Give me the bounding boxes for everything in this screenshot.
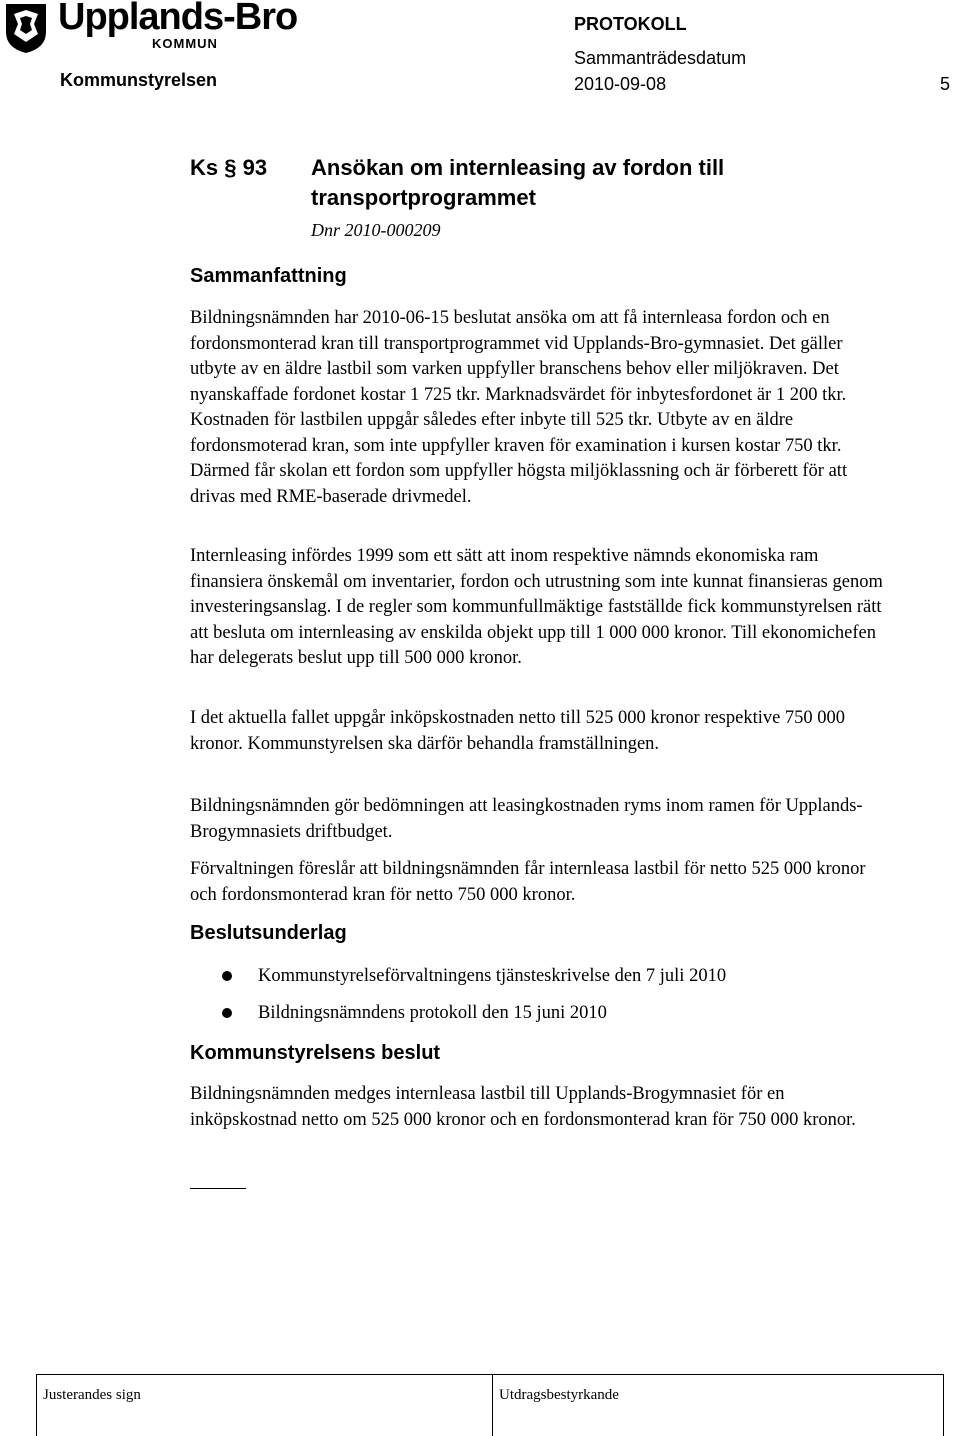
case-number: Ks § 93	[190, 155, 268, 180]
document-type: PROTOKOLL	[574, 14, 687, 34]
signature-box	[36, 1374, 944, 1436]
end-divider	[190, 1188, 246, 1189]
municipality-logo	[0, 0, 300, 58]
basis-heading: Beslutsunderlag	[190, 922, 347, 944]
summary-paragraph: Bildningsnämnden har 2010-06-15 beslutat ansöka om att få internleasa fordon och en fordonsmonterad kran till transportprogrammet vid Upplands-Bro-gymnasiet. Det gäller utbyte av en äldre lastbil som varken uppfyller branschens behov eller miljökraven. Det nyanskaffade fordonet kostar 1 725 tkr. Marknadsvärdet för inbytesfordonet är 1 200 tkr. Kostnaden för lastbilen uppgår således efter inbyte till 525 tkr. Utbyte av en äldre fordonsmoterad kran, som inte uppfyller kraven för examination i kursen kostar 750 tkr. Därmed får skolan ett fordon som uppfyller högsta miljöklassning och är förberett för att drivas med RME-baserade drivmedel.	[190, 308, 848, 507]
meeting-date: 2010-09-08	[574, 74, 667, 94]
meeting-date-label: Sammanträdesdatum	[574, 48, 747, 68]
list-item: Bildningsnämndens protokoll den 15 juni 2010	[220, 999, 726, 1036]
decision-paragraph: Bildningsnämnden medges internleasa lastbil till Upplands-Brogymnasiet för en inköpskostnad netto om 525 000 kronor och en fordonsmonterad kran för 750 000 kronor.	[190, 1084, 856, 1130]
list-item: Kommunstyrelseförvaltningens tjänsteskrivelse den 7 juli 2010	[220, 962, 726, 999]
certification-cell	[493, 1375, 945, 1436]
coat-of-arms-icon	[4, 2, 48, 54]
basis-list	[220, 962, 726, 1036]
logo-wordmark: Upplands-Bro	[58, 0, 298, 38]
summary-heading: Sammanfattning	[190, 265, 347, 287]
logo-subtitle: KOMMUN	[152, 36, 218, 51]
registration-number: Dnr 2010-000209	[311, 220, 441, 240]
certification-label: Utdragsbestyrkande	[499, 1387, 619, 1403]
decision-heading: Kommunstyrelsens beslut	[190, 1042, 441, 1064]
summary-paragraph: I det aktuella fallet uppgår inköpskostnaden netto till 525 000 kronor respektive 750 000 kronor. Kommunstyrelsen ska därför behandla framställningen.	[190, 708, 846, 754]
case-title: Ansökan om internleasing av fordon till transportprogrammet	[311, 155, 725, 210]
summary-paragraph: Internleasing infördes 1999 som ett sätt att inom respektive nämnds ekonomiska ram finansiera önskemål om inventarier, fordon och utrustning som inte kunnat finansieras genom investeringsanslag. I de regler som kommunfullmäktige fastställde fick kommunstyrelsen rätt att besluta om internleasing av enskilda objekt upp till 1 000 000 kronor. Till ekonomichefen har delegerats beslut upp till 500 000 kronor.	[190, 546, 883, 668]
committee-name: Kommunstyrelsen	[60, 70, 218, 90]
page-number: 5	[940, 74, 951, 94]
adjuster-sign-label: Justerandes sign	[43, 1387, 141, 1403]
summary-paragraph: Bildningsnämnden gör bedömningen att leasingkostnaden ryms inom ramen för Upplands-Brogymnasiets driftbudget.	[190, 796, 863, 842]
signature-cell	[37, 1375, 493, 1436]
summary-paragraph: Förvaltningen föreslår att bildningsnämnden får internleasa lastbil för netto 525 000 kronor och fordonsmonterad kran för netto 750 000 kronor.	[190, 859, 866, 905]
